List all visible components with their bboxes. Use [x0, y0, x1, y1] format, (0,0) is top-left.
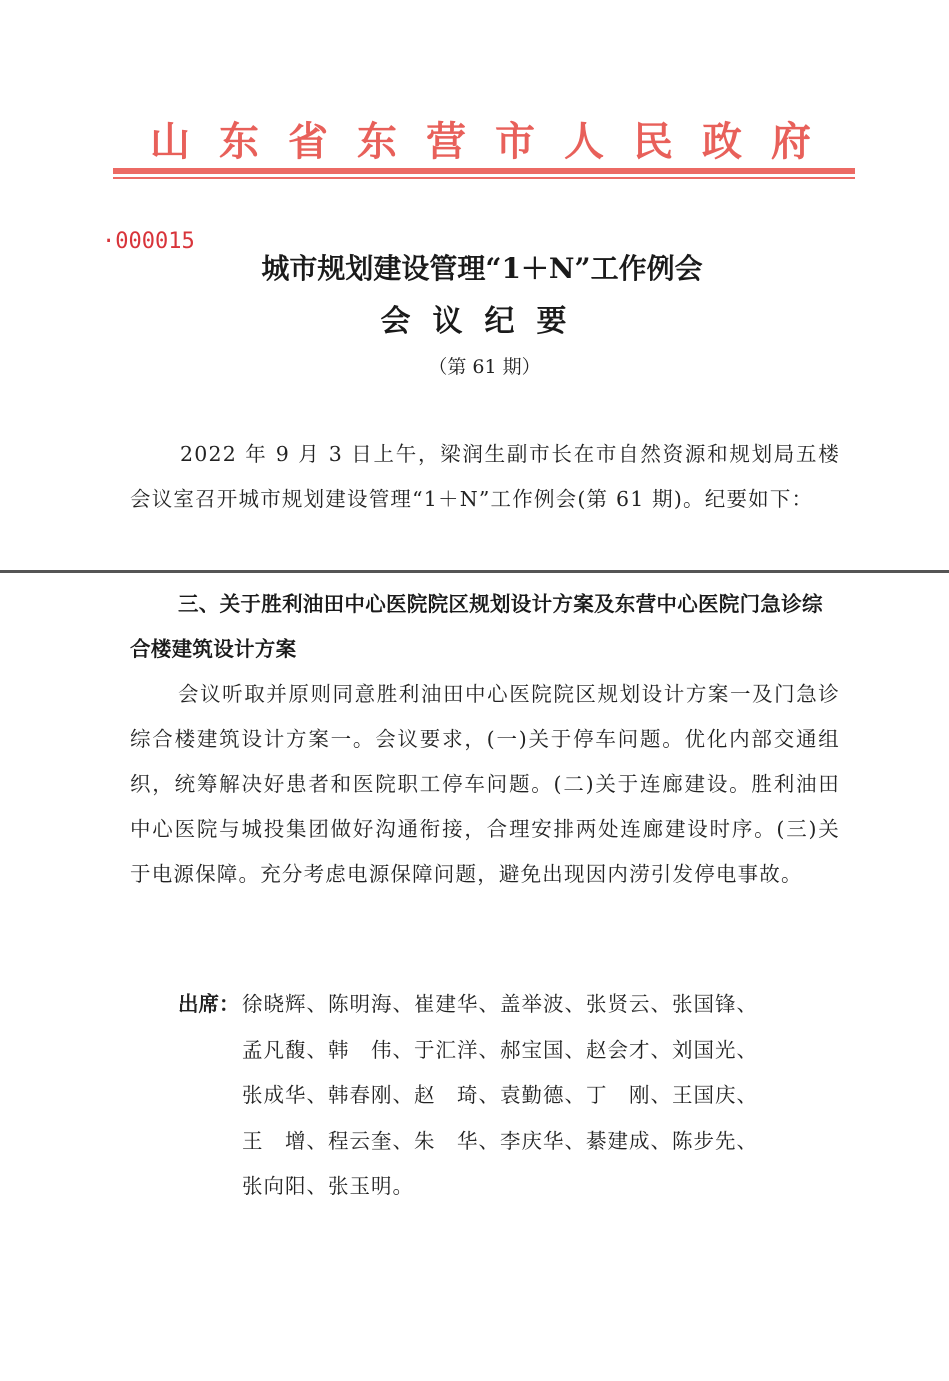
attendance-row: 孟凡馥、韩 伟、于汇洋、郝宝国、赵会才、刘国光、 [242, 1037, 758, 1062]
masthead-rule-thin [113, 177, 855, 179]
attendance-label: 出席： [178, 992, 240, 1016]
masthead-char: 营 [426, 117, 466, 165]
masthead-char: 山 [150, 117, 190, 165]
page-divider [0, 570, 949, 573]
attendance-row: 张向阳、张玉明。 [242, 1174, 414, 1198]
attendance-list [242, 982, 802, 1210]
document-title: 城市规划建设管理“1＋N”工作例会 [261, 252, 703, 285]
attendance-row: 徐晓辉、陈明海、崔建华、盖举波、张贤云、张国锋、 [242, 992, 758, 1016]
masthead-char: 省 [288, 117, 328, 165]
masthead-char: 市 [495, 117, 535, 165]
serial-number-stamp: ·000015 [102, 229, 195, 254]
attendance-row: 王 增、程云奎、朱 华、李庆华、綦建成、陈步先、 [242, 1128, 758, 1153]
masthead-char: 人 [564, 117, 604, 165]
issue-number: （第 61 期） [428, 356, 541, 378]
section-body: 会议听取并原则同意胜利油田中心医院院区规划设计方案一及门急诊综合楼建筑设计方案一。会议要求，(一)关于停车问题。优化内部交通组织，统筹解决好患者和医院职工停车问题。(二)关于连廊建设。胜利油田中心医院与城投集团做好沟通衔接，合理安排两处连廊建设时序。(三)关于电源保障。充分考虑电源保障问题，避免出现因内涝引发停电事故。 [130, 682, 840, 886]
masthead-org-name [110, 112, 855, 164]
masthead-char: 民 [633, 117, 673, 165]
masthead-rule-thick [113, 168, 855, 174]
attendance-row: 张成华、韩春刚、赵 琦、袁勤德、丁 刚、王国庆、 [242, 1083, 758, 1107]
masthead-char: 府 [771, 117, 811, 165]
intro-paragraph: 2022 年 9 月 3 日上午，梁润生副市长在市自然资源和规划局五楼会议室召开城市规划建设管理“1＋N”工作例会(第 61 期)。纪要如下： [130, 442, 840, 511]
document-subtitle: 会议纪要 [380, 304, 589, 339]
masthead-char: 东 [219, 117, 259, 165]
masthead-char: 东 [357, 117, 397, 165]
section-heading: 三、关于胜利油田中心医院院区规划设计方案及东营中心医院门急诊综合楼建筑设计方案 [130, 592, 823, 661]
masthead-char: 政 [702, 117, 742, 165]
